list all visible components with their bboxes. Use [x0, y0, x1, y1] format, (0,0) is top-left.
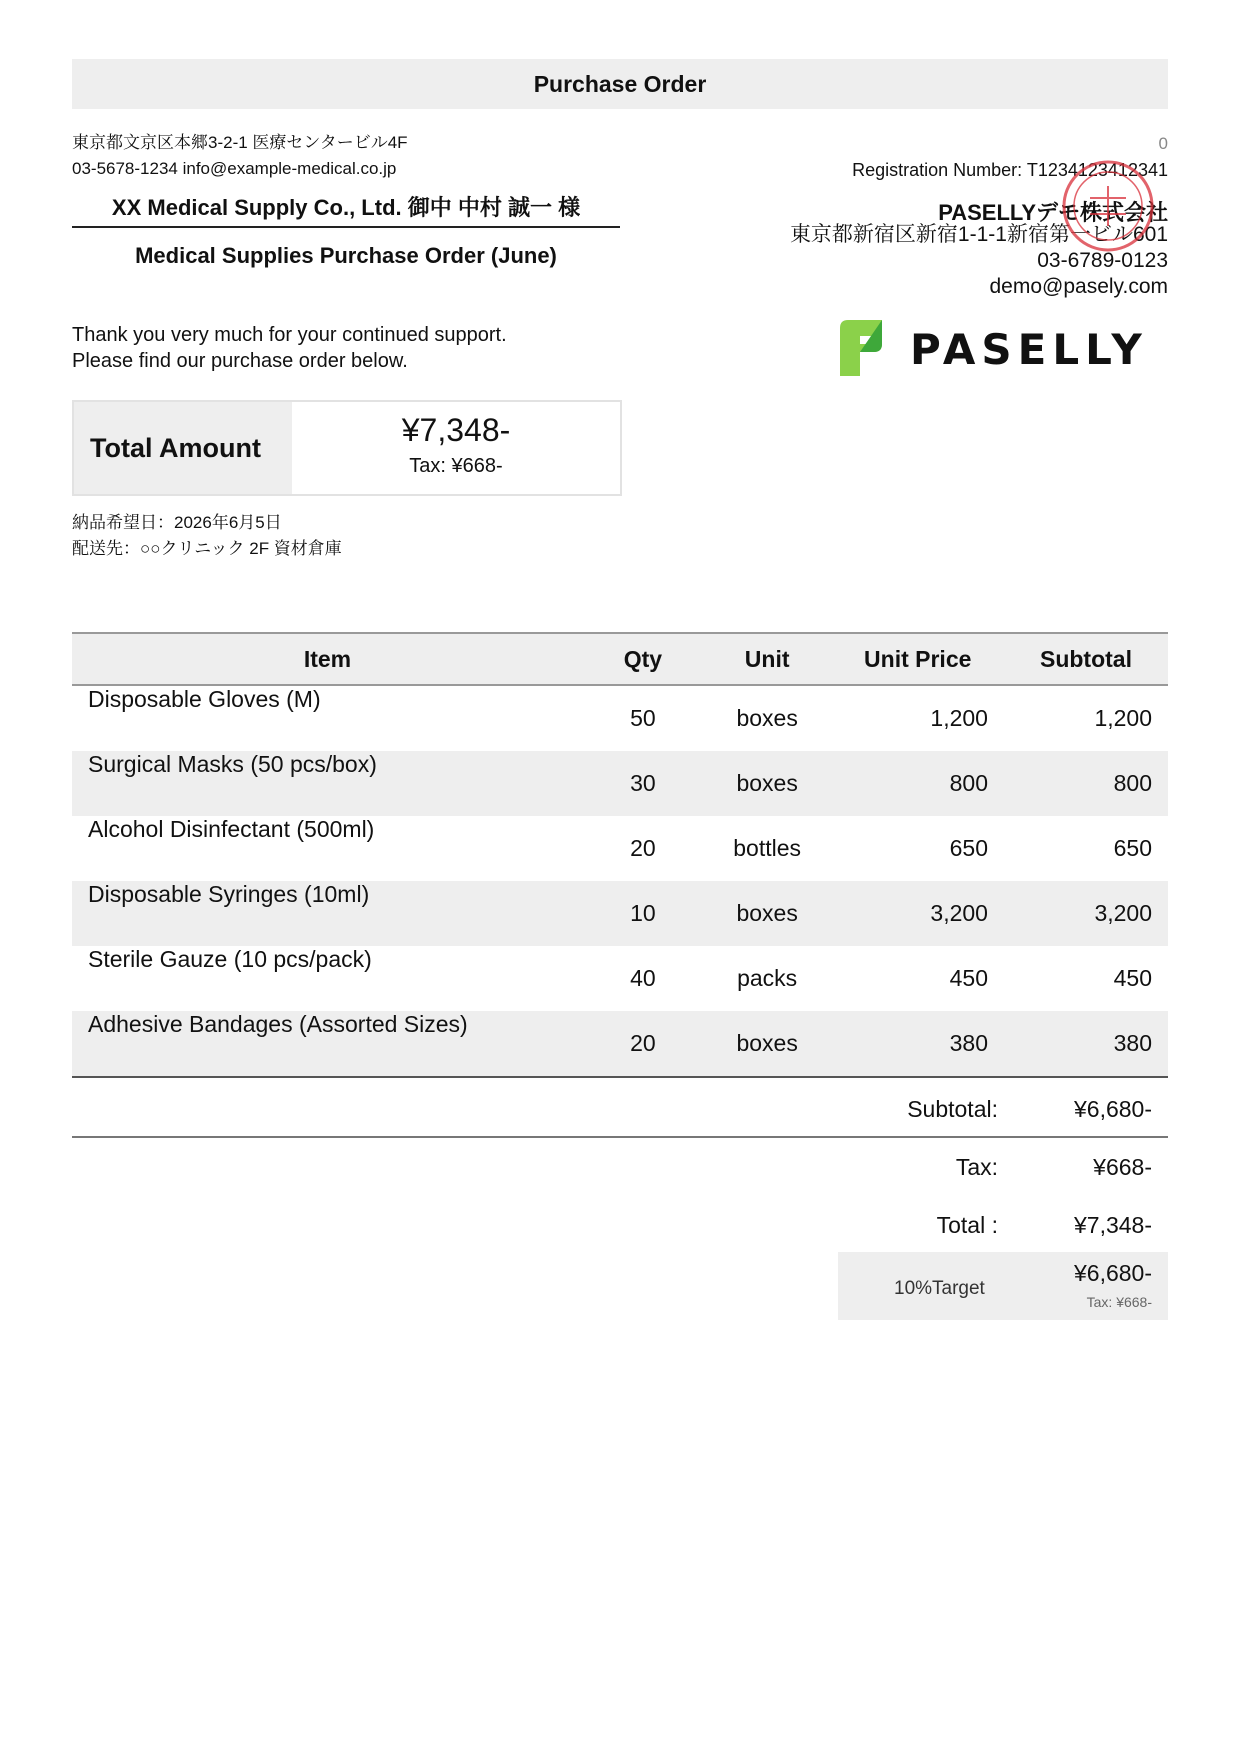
svg-text:PASELLY: PASELLY	[910, 325, 1148, 374]
header-qty: Qty	[583, 633, 703, 685]
header-subtotal: Subtotal	[1004, 633, 1168, 685]
sender-address: 東京都文京区本郷3-2-1 医療センタービル4F	[72, 133, 408, 152]
table-row	[72, 685, 1168, 751]
row-unit: packs	[737, 965, 798, 991]
row-qty: 50	[630, 705, 656, 731]
row-unit-price: 800	[831, 751, 1004, 816]
greeting-line-1: Thank you very much for your continued support.	[72, 324, 507, 346]
row-subtotal: 800	[1004, 751, 1168, 816]
row-unit-price: 3,200	[831, 881, 1004, 946]
header-item: Item	[72, 633, 583, 685]
row-qty: 30	[583, 751, 703, 816]
sender-contact: 03-5678-1234 info@example-medical.co.jp	[72, 159, 397, 178]
table-header-row	[72, 633, 1168, 685]
total-amount: ¥7,348-	[401, 412, 511, 448]
registration-number: Registration Number: T1234123412341	[852, 160, 1168, 180]
row-subtotal: 380	[1004, 1011, 1168, 1077]
issuer-company: PASELLYデモ株式会社	[938, 200, 1168, 225]
row-subtotal: 3,200	[1004, 881, 1168, 946]
tax-target-label: 10%Target	[894, 1278, 985, 1299]
row-item: Disposable Gloves (M)	[88, 686, 321, 712]
items-table	[72, 632, 1168, 1078]
issuer-address: 東京都新宿区新宿1-1-1新宿第一ビル601	[789, 223, 1168, 246]
row-item: Surgical Masks (50 pcs/box)	[72, 751, 583, 816]
row-unit: boxes	[703, 1011, 832, 1077]
row-unit: bottles	[733, 835, 802, 861]
table-row	[72, 816, 1168, 881]
row-item: Alcohol Disinfectant (500ml)	[88, 816, 375, 842]
row-qty: 10	[583, 881, 703, 946]
total-value: ¥7,348-	[1073, 1212, 1152, 1238]
row-unit: boxes	[736, 705, 798, 731]
subtotal-value: ¥6,680-	[1073, 1096, 1152, 1122]
greeting	[72, 322, 507, 374]
table-row	[72, 946, 1168, 1011]
row-unit-price: 450	[949, 965, 988, 991]
header-unit: Unit	[703, 633, 832, 685]
row-qty: 20	[630, 835, 656, 861]
row-subtotal: 1,200	[1094, 705, 1152, 731]
row-unit-price: 650	[949, 835, 988, 861]
summary-total-row	[72, 1196, 1168, 1252]
row-item: Disposable Syringes (10ml)	[72, 881, 583, 946]
row-unit-price: 1,200	[930, 705, 988, 731]
header-unit-price: Unit Price	[831, 633, 1004, 685]
delivery-destination: 配送先：○○クリニック 2F 資材倉庫	[72, 539, 342, 558]
tax-label: Tax:	[955, 1154, 998, 1180]
document-title: Purchase Order	[72, 59, 1168, 109]
row-qty: 40	[630, 965, 656, 991]
tax-target-box	[838, 1252, 1168, 1320]
delivery-info	[72, 510, 342, 562]
table-row	[72, 751, 1168, 816]
company-seal-stamp	[1060, 158, 1156, 254]
row-qty: 20	[583, 1011, 703, 1077]
tax-target-tax: Tax: ¥668-	[1086, 1294, 1152, 1310]
total-amount-box	[72, 400, 622, 496]
greeting-line-2: Please find our purchase order below.	[72, 350, 408, 372]
total-amount-tax: Tax: ¥668-	[409, 455, 503, 477]
delivery-date: 納品希望日：2026年6月5日	[72, 513, 282, 532]
row-subtotal: 450	[1113, 965, 1152, 991]
issuer-email: demo@pasely.com	[989, 275, 1168, 298]
total-amount-label: Total Amount	[74, 402, 292, 494]
summary-subtotal-row	[72, 1080, 1168, 1138]
total-amount-value-cell	[292, 402, 620, 494]
row-subtotal: 650	[1113, 835, 1152, 861]
tax-target-value: ¥6,680-	[1073, 1260, 1152, 1286]
subtotal-label: Subtotal:	[907, 1096, 998, 1122]
row-item: Adhesive Bandages (Assorted Sizes)	[72, 1011, 583, 1077]
table-row	[72, 881, 1168, 946]
total-label: Total :	[936, 1212, 998, 1238]
row-unit-price: 380	[831, 1011, 1004, 1077]
summary-tax-row	[72, 1138, 1168, 1194]
recipient-name: XX Medical Supply Co., Ltd. 御中 中村 誠一 様	[72, 186, 620, 228]
document-number: 0	[1158, 134, 1168, 153]
row-item: Sterile Gauze (10 pcs/pack)	[88, 946, 372, 972]
issuer-phone: 03-6789-0123	[1037, 249, 1168, 272]
row-unit: boxes	[703, 881, 832, 946]
row-unit: boxes	[703, 751, 832, 816]
pasely-logo	[838, 318, 1168, 378]
order-subject: Medical Supplies Purchase Order (June)	[135, 243, 557, 268]
tax-value: ¥668-	[1093, 1154, 1152, 1180]
table-row	[72, 1011, 1168, 1077]
